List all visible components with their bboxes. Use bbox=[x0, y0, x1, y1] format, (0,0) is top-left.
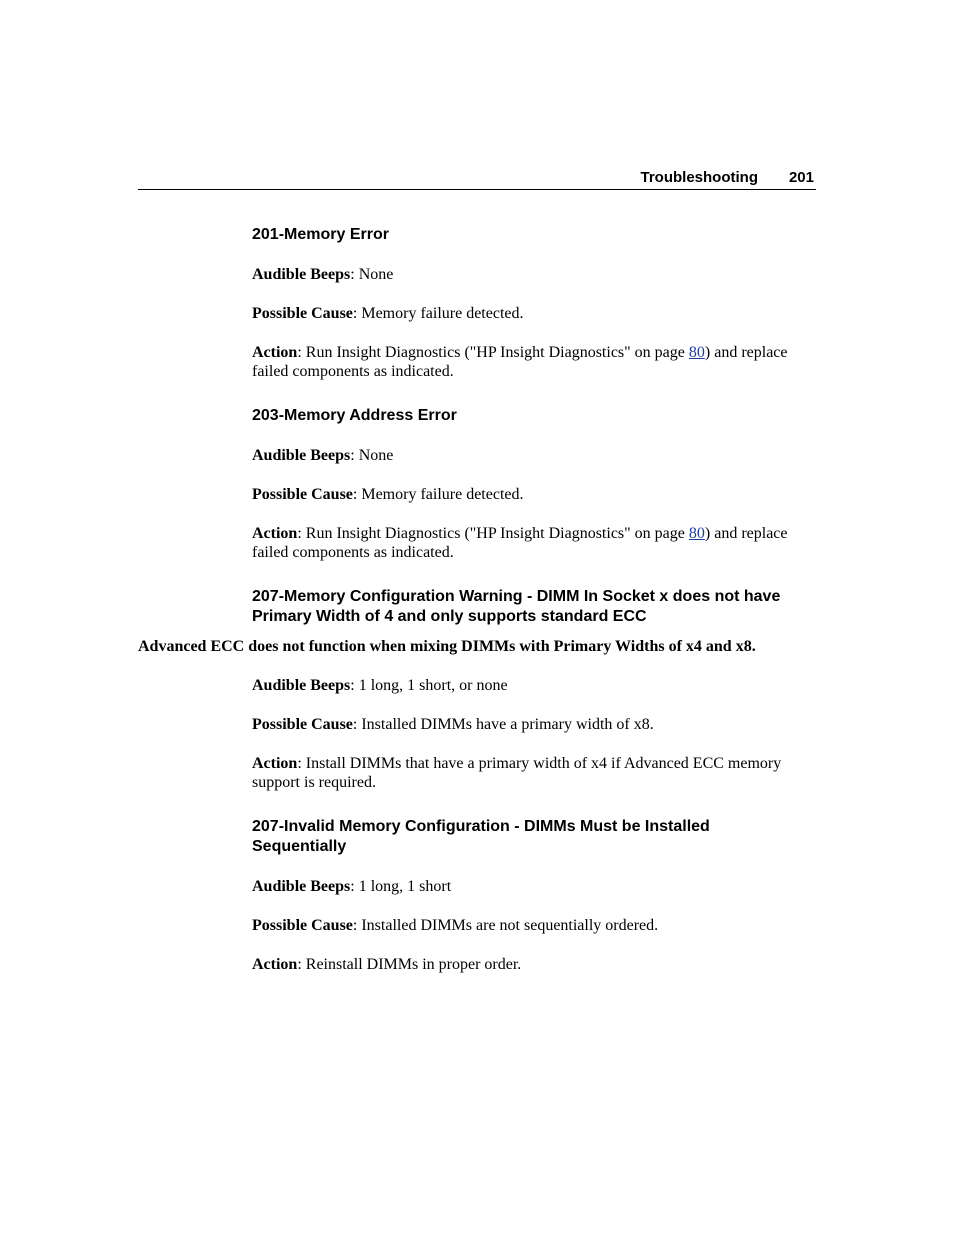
possible-cause bbox=[252, 916, 792, 935]
value: : 1 long, 1 short bbox=[350, 878, 452, 895]
action bbox=[252, 955, 792, 974]
page-link[interactable]: 80 bbox=[688, 344, 705, 361]
section-heading: 207-Invalid Memory Configuration - DIMMs Must be Installed Sequentially bbox=[252, 818, 710, 855]
value: : Installed DIMMs are not sequentially ordered. bbox=[352, 917, 659, 934]
label: Possible Cause bbox=[252, 716, 353, 733]
value: : None bbox=[350, 266, 394, 283]
audible-beeps bbox=[252, 676, 792, 695]
section-207-memory-configuration-warning bbox=[138, 587, 792, 792]
label: Audible Beeps bbox=[252, 878, 351, 895]
label: Audible Beeps bbox=[252, 266, 351, 283]
action bbox=[252, 343, 792, 381]
label: Action bbox=[252, 344, 298, 361]
value: : Run Insight Diagnostics ("HP Insight Diagnostics" on page bbox=[297, 525, 689, 542]
section-201-memory-error bbox=[252, 225, 792, 381]
possible-cause bbox=[252, 715, 792, 734]
label: Audible Beeps bbox=[252, 677, 351, 694]
value: : Memory failure detected. bbox=[352, 486, 524, 503]
section-207-invalid-memory-configuration bbox=[252, 817, 792, 974]
section-203-memory-address-error bbox=[252, 406, 792, 562]
label: Action bbox=[252, 755, 298, 772]
value: : Install DIMMs that have a primary width of x4 if Advanced ECC memory support is required. bbox=[252, 755, 782, 791]
section-heading: 203-Memory Address Error bbox=[252, 407, 457, 424]
label: Possible Cause bbox=[252, 305, 353, 322]
section-heading: 207-Memory Configuration Warning - DIMM In Socket x does not have Primary Width of 4 and only supports standard ECC bbox=[252, 588, 781, 625]
value: : 1 long, 1 short, or none bbox=[350, 677, 508, 694]
action bbox=[252, 754, 792, 792]
section-note: Advanced ECC does not function when mixing DIMMs with Primary Widths of x4 and x8. bbox=[138, 638, 756, 655]
value: ) and replace failed components as indicated. bbox=[252, 525, 788, 561]
label: Possible Cause bbox=[252, 917, 353, 934]
possible-cause bbox=[252, 485, 792, 504]
action bbox=[252, 524, 792, 562]
label: Action bbox=[252, 956, 298, 973]
section-heading: 201-Memory Error bbox=[252, 226, 389, 243]
audible-beeps bbox=[252, 877, 792, 896]
page-content bbox=[138, 225, 792, 974]
page-number: 201 bbox=[788, 169, 814, 186]
value: : None bbox=[350, 447, 394, 464]
page-link[interactable]: 80 bbox=[688, 525, 705, 542]
value: : Run Insight Diagnostics ("HP Insight Diagnostics" on page bbox=[297, 344, 689, 361]
label: Audible Beeps bbox=[252, 447, 351, 464]
possible-cause bbox=[252, 304, 792, 323]
label: Possible Cause bbox=[252, 486, 353, 503]
value: : Installed DIMMs have a primary width of x8. bbox=[352, 716, 654, 733]
running-header bbox=[138, 166, 816, 190]
value: : Reinstall DIMMs in proper order. bbox=[297, 956, 522, 973]
header-title: Troubleshooting bbox=[640, 169, 758, 186]
audible-beeps bbox=[252, 446, 792, 465]
value: : Memory failure detected. bbox=[352, 305, 524, 322]
value: ) and replace failed components as indicated. bbox=[252, 344, 788, 380]
audible-beeps bbox=[252, 265, 792, 284]
label: Action bbox=[252, 525, 298, 542]
